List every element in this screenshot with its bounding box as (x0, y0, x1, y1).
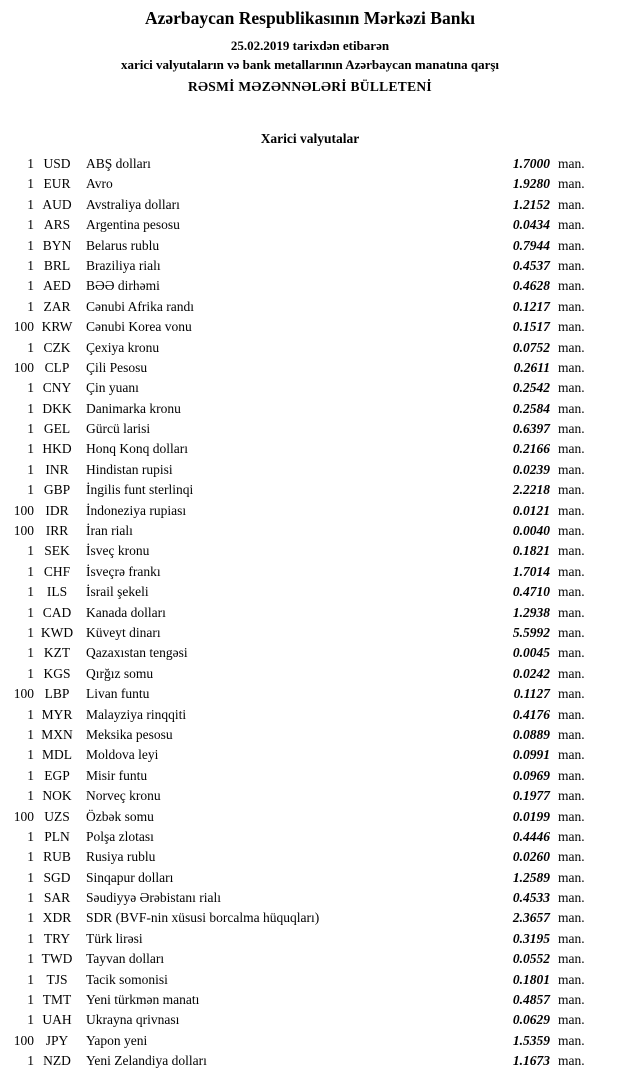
currency-rate: 0.1801 (512, 971, 550, 987)
currency-name: Sinqapur dolları (86, 869, 174, 885)
currency-quantity: 100 (13, 808, 34, 824)
currency-unit: man. (558, 543, 585, 559)
currency-code: HKD (42, 441, 72, 457)
currency-rate: 0.0040 (512, 523, 550, 539)
currency-rate: 1.2589 (512, 869, 550, 885)
currency-name: Kanada dolları (86, 604, 166, 620)
currency-unit: man. (558, 563, 585, 579)
currency-code: UZS (44, 808, 70, 824)
table-row (0, 215, 594, 235)
currency-unit: man. (558, 319, 585, 335)
currency-quantity: 1 (27, 156, 34, 171)
currency-quantity: 100 (13, 686, 34, 702)
currency-code: CHF (43, 563, 71, 579)
currency-quantity: 1 (27, 828, 34, 844)
table-row (0, 460, 594, 480)
table-row (0, 603, 594, 623)
currency-name: Polşa zlotası (86, 828, 154, 844)
currency-rate: 0.4710 (512, 584, 550, 600)
currency-name: Meksika pesosu (86, 726, 173, 742)
currency-quantity: 1 (27, 380, 34, 396)
currency-rate: 0.4537 (512, 257, 550, 273)
table-row (0, 256, 594, 276)
currency-code: SGD (43, 869, 71, 885)
currency-code: IDR (45, 502, 69, 518)
currency-rate: 5.5992 (512, 624, 550, 640)
currency-rate: 0.4533 (512, 890, 550, 906)
currency-quantity: 1 (27, 767, 34, 783)
currency-unit: man. (558, 992, 585, 1008)
table-row (0, 725, 594, 745)
table-row (0, 276, 594, 296)
currency-name: İran rialı (86, 523, 133, 539)
currency-name: İsrail şekeli (86, 584, 149, 600)
currency-code: XDR (42, 910, 72, 926)
currency-rate: 0.2584 (512, 400, 550, 416)
currency-rate: 0.0889 (512, 726, 550, 742)
currency-rate: 1.7000 (512, 156, 550, 171)
table-row (0, 378, 594, 398)
currency-code: TMT (42, 992, 72, 1008)
table-row (0, 908, 594, 928)
table-row (0, 623, 594, 643)
currency-quantity: 100 (13, 502, 34, 518)
currency-code: TJS (46, 971, 68, 987)
currency-name: İsveç kronu (86, 543, 150, 559)
currency-code: AUD (42, 196, 72, 212)
currency-quantity: 1 (27, 869, 34, 885)
table-row (0, 664, 594, 684)
table-row (0, 1051, 594, 1071)
currency-name: Yeni türkmən manatı (86, 992, 200, 1008)
header-subtitle: xarici valyutaların və bank metallarının Azərbaycan manatına qarşı (120, 57, 500, 72)
currency-quantity: 1 (27, 849, 34, 865)
table-row (0, 970, 594, 990)
currency-code: PLN (44, 828, 70, 844)
currency-code: EUR (43, 176, 71, 192)
currency-code: GEL (43, 421, 71, 437)
currency-unit: man. (558, 747, 585, 763)
currency-quantity: 1 (27, 441, 34, 457)
currency-rate: 1.1673 (512, 1053, 550, 1069)
currency-name: Moldova leyi (86, 747, 159, 763)
table-row (0, 154, 594, 174)
currency-code: UAH (42, 1012, 72, 1028)
currency-name: Norveç kronu (86, 788, 161, 804)
currency-code: KZT (43, 645, 71, 661)
table-row (0, 297, 594, 317)
currency-unit: man. (558, 1012, 585, 1028)
currency-name: Türk lirəsi (86, 930, 143, 946)
currency-code: RUB (43, 849, 71, 865)
bulletin-title: RƏSMİ MƏZƏNNƏLƏRİ BÜLLETENİ (187, 79, 432, 94)
currency-quantity: 1 (27, 1012, 34, 1028)
currency-quantity: 1 (27, 951, 34, 967)
currency-rate: 0.0434 (512, 217, 550, 233)
currency-name: Tayvan dolları (86, 951, 165, 967)
currency-name: İsveçrə frankı (86, 563, 161, 579)
table-row (0, 643, 594, 663)
currency-name: İngilis funt sterlinqi (86, 482, 194, 498)
currency-unit: man. (558, 767, 585, 783)
currency-unit: man. (558, 930, 585, 946)
currency-rate: 2.2218 (512, 482, 550, 498)
currency-quantity: 1 (27, 257, 34, 273)
table-row (0, 1010, 594, 1030)
currency-quantity: 1 (27, 930, 34, 946)
currency-unit: man. (558, 339, 585, 355)
currency-quantity: 1 (27, 665, 34, 681)
currency-rate: 1.7014 (512, 563, 550, 579)
currency-rate: 0.0121 (512, 502, 550, 518)
currency-name: BƏƏ dirhəmi (86, 278, 160, 294)
currency-name: Səudiyyə Ərəbistanı rialı (86, 890, 221, 906)
table-row (0, 888, 594, 908)
currency-unit: man. (558, 869, 585, 885)
currency-name: Qırğız somu (86, 665, 154, 681)
table-row (0, 949, 594, 969)
currency-name: Yeni Zelandiya dolları (86, 1053, 207, 1069)
currency-name: Ukrayna qrivnası (86, 1012, 180, 1028)
currency-quantity: 1 (27, 910, 34, 926)
currency-quantity: 1 (27, 645, 34, 661)
table-row (0, 766, 594, 786)
currency-quantity: 100 (13, 1032, 34, 1048)
currency-quantity: 1 (27, 339, 34, 355)
currency-rate: 0.6397 (512, 421, 550, 437)
currency-unit: man. (558, 808, 585, 824)
table-row (0, 174, 594, 194)
currency-name: SDR (BVF-nin xüsusi borcalma hüquqları) (86, 910, 320, 926)
table-row (0, 419, 594, 439)
currency-quantity: 1 (27, 237, 34, 253)
currency-unit: man. (558, 604, 585, 620)
currency-unit: man. (558, 645, 585, 661)
currency-rate: 0.2166 (512, 441, 550, 457)
currency-quantity: 1 (27, 788, 34, 804)
currency-code: BYN (42, 237, 72, 253)
currency-rate: 1.5359 (512, 1032, 550, 1048)
currency-unit: man. (558, 421, 585, 437)
currency-quantity: 1 (27, 278, 34, 294)
currency-quantity: 1 (27, 400, 34, 416)
table-row (0, 745, 594, 765)
currency-code: CAD (42, 604, 72, 620)
section-title-foreign-currencies: Xarici valyutalar (260, 131, 360, 146)
currency-name: Malayziya rinqqiti (86, 706, 187, 722)
currency-name: Çexiya kronu (86, 339, 160, 355)
currency-name: Gürcü larisi (86, 421, 151, 437)
table-row (0, 582, 594, 602)
table-row (0, 786, 594, 806)
currency-unit: man. (558, 380, 585, 396)
currency-rate: 1.2152 (512, 196, 550, 212)
currency-unit: man. (558, 1053, 585, 1069)
currency-name: Cənubi Afrika randı (86, 298, 194, 314)
currency-unit: man. (558, 706, 585, 722)
table-row (0, 562, 594, 582)
table-row (0, 338, 594, 358)
currency-quantity: 1 (27, 461, 34, 477)
currency-rate: 0.1217 (512, 298, 550, 314)
currency-name: Hindistan rupisi (86, 461, 173, 477)
currency-quantity: 1 (27, 563, 34, 579)
currency-unit: man. (558, 1032, 585, 1048)
currency-name: Misir funtu (86, 767, 148, 783)
currency-code: KGS (43, 665, 71, 681)
currency-quantity: 1 (27, 726, 34, 742)
currency-code: ZAR (43, 298, 71, 314)
currency-code: MDL (42, 747, 72, 763)
currency-rate: 0.0045 (512, 645, 550, 661)
currency-name: Çili Pesosu (86, 359, 148, 375)
currency-quantity: 100 (13, 523, 34, 539)
table-row (0, 501, 594, 521)
currency-unit: man. (558, 584, 585, 600)
currency-name: Honq Konq dolları (86, 441, 188, 457)
currency-name: Braziliya rialı (86, 257, 161, 273)
currency-rate: 1.2938 (512, 604, 550, 620)
currency-rate: 0.0552 (512, 951, 550, 967)
currency-unit: man. (558, 971, 585, 987)
currency-code: KWD (40, 624, 74, 640)
currency-unit: man. (558, 788, 585, 804)
currency-name: Qazaxıstan tengəsi (86, 645, 188, 661)
currency-code: CNY (42, 380, 72, 396)
currency-quantity: 1 (27, 421, 34, 437)
currency-rate: 0.1517 (512, 319, 550, 335)
currency-name: Avstraliya dolları (86, 196, 180, 212)
bank-name-title: Azərbaycan Respublikasının Mərkəzi Bankı (144, 8, 476, 28)
currency-unit: man. (558, 686, 585, 702)
currency-rate: 0.1821 (512, 543, 550, 559)
currency-rate: 0.4628 (512, 278, 550, 294)
bulletin-header (0, 7, 620, 95)
currency-rate: 0.0242 (512, 665, 550, 681)
table-row (0, 541, 594, 561)
currency-name: Belarus rublu (86, 237, 160, 253)
currency-unit: man. (558, 441, 585, 457)
table-row (0, 868, 594, 888)
currency-unit: man. (558, 400, 585, 416)
currency-code: INR (45, 461, 69, 477)
currency-name: Tacik somonisi (86, 971, 168, 987)
currency-unit: man. (558, 726, 585, 742)
currency-rate: 0.4176 (512, 706, 550, 722)
currency-quantity: 1 (27, 624, 34, 640)
currency-unit: man. (558, 217, 585, 233)
currency-code: USD (43, 156, 71, 171)
currency-unit: man. (558, 502, 585, 518)
effective-date: 25.02.2019 tarixdən etibarən (230, 38, 390, 53)
currency-unit: man. (558, 196, 585, 212)
currency-quantity: 1 (27, 747, 34, 763)
currency-name: Avro (86, 176, 113, 192)
table-row (0, 705, 594, 725)
table-row (0, 684, 594, 704)
currency-quantity: 1 (27, 217, 34, 233)
currency-unit: man. (558, 951, 585, 967)
currency-unit: man. (558, 359, 585, 375)
currency-code: BRL (43, 257, 71, 273)
currency-code: ILS (46, 584, 68, 600)
currency-quantity: 1 (27, 196, 34, 212)
currency-name: Danimarka kronu (86, 400, 181, 416)
currency-rate: 0.1127 (513, 686, 550, 702)
table-row (0, 521, 594, 541)
currency-unit: man. (558, 910, 585, 926)
currency-quantity: 1 (27, 971, 34, 987)
currency-rate: 0.2542 (512, 380, 550, 396)
table-row (0, 847, 594, 867)
currency-rate: 0.0260 (512, 849, 550, 865)
table-row (0, 195, 594, 215)
currency-code: MXN (41, 726, 73, 742)
table-row (0, 929, 594, 949)
currency-code: EGP (44, 767, 70, 783)
currency-code: IRR (45, 523, 69, 539)
currency-quantity: 1 (27, 176, 34, 192)
currency-quantity: 1 (27, 706, 34, 722)
currency-unit: man. (558, 257, 585, 273)
currency-unit: man. (558, 278, 585, 294)
currency-table (0, 154, 620, 1072)
currency-code: GBP (43, 482, 71, 498)
currency-rate: 1.9280 (512, 176, 550, 192)
currency-quantity: 1 (27, 992, 34, 1008)
currency-name: Cənubi Korea vonu (86, 319, 192, 335)
table-row (0, 236, 594, 256)
currency-quantity: 100 (13, 359, 34, 375)
table-row (0, 399, 594, 419)
table-row (0, 827, 594, 847)
currency-name: Argentina pesosu (86, 217, 180, 233)
currency-code: SEK (44, 543, 70, 559)
currency-code: KRW (41, 319, 73, 335)
currency-name: Rusiya rublu (86, 849, 156, 865)
currency-unit: man. (558, 298, 585, 314)
currency-unit: man. (558, 237, 585, 253)
currency-rate: 0.4857 (512, 992, 550, 1008)
currency-code: CLP (44, 359, 70, 375)
currency-rate: 0.0239 (512, 461, 550, 477)
currency-code: NZD (43, 1053, 71, 1069)
currency-name: Yapon yeni (86, 1032, 148, 1048)
currency-code: NOK (42, 788, 72, 804)
currency-rate: 0.0199 (512, 808, 550, 824)
currency-quantity: 1 (27, 584, 34, 600)
currency-code: TRY (43, 930, 71, 946)
currency-quantity: 1 (27, 482, 34, 498)
currency-unit: man. (558, 176, 585, 192)
currency-unit: man. (558, 665, 585, 681)
table-row (0, 358, 594, 378)
currency-code: LBP (44, 686, 70, 702)
table-row (0, 480, 594, 500)
currency-unit: man. (558, 849, 585, 865)
currency-rate: 0.1977 (512, 788, 550, 804)
currency-quantity: 1 (27, 1053, 34, 1069)
table-row (0, 1031, 594, 1051)
currency-quantity: 100 (13, 319, 34, 335)
currency-code: DKK (42, 400, 72, 416)
currency-code: ARS (43, 217, 71, 233)
currency-rate: 0.7944 (512, 237, 550, 253)
currency-quantity: 1 (27, 604, 34, 620)
currency-rate: 0.0752 (512, 339, 550, 355)
currency-unit: man. (558, 624, 585, 640)
currency-code: TWD (41, 951, 73, 967)
currency-rate: 0.0991 (512, 747, 550, 763)
currency-unit: man. (558, 523, 585, 539)
currency-quantity: 1 (27, 890, 34, 906)
currency-name: Çin yuanı (86, 380, 139, 396)
currency-name: Livan funtu (86, 686, 150, 702)
currency-quantity: 1 (27, 298, 34, 314)
currency-rate: 0.0629 (512, 1012, 550, 1028)
currency-rate: 0.2611 (513, 359, 550, 375)
currency-name: Özbək somu (86, 808, 154, 824)
table-row (0, 317, 594, 337)
currency-code: SAR (43, 890, 71, 906)
currency-unit: man. (558, 461, 585, 477)
table-row (0, 990, 594, 1010)
currency-code: CZK (43, 339, 71, 355)
currency-code: JPY (45, 1032, 69, 1048)
table-row (0, 807, 594, 827)
currency-rate: 0.3195 (512, 930, 550, 946)
table-row (0, 439, 594, 459)
currency-rate: 0.4446 (512, 828, 550, 844)
currency-unit: man. (558, 156, 585, 171)
currency-unit: man. (558, 828, 585, 844)
currency-rate: 2.3657 (512, 910, 550, 926)
currency-rate: 0.0969 (512, 767, 550, 783)
currency-unit: man. (558, 482, 585, 498)
currency-unit: man. (558, 890, 585, 906)
currency-code: MYR (41, 706, 73, 722)
currency-name: Küveyt dinarı (86, 624, 161, 640)
currency-quantity: 1 (27, 543, 34, 559)
currency-name: ABŞ dolları (86, 156, 151, 171)
currency-code: AED (43, 278, 71, 294)
currency-name: İndoneziya rupiası (86, 502, 187, 518)
